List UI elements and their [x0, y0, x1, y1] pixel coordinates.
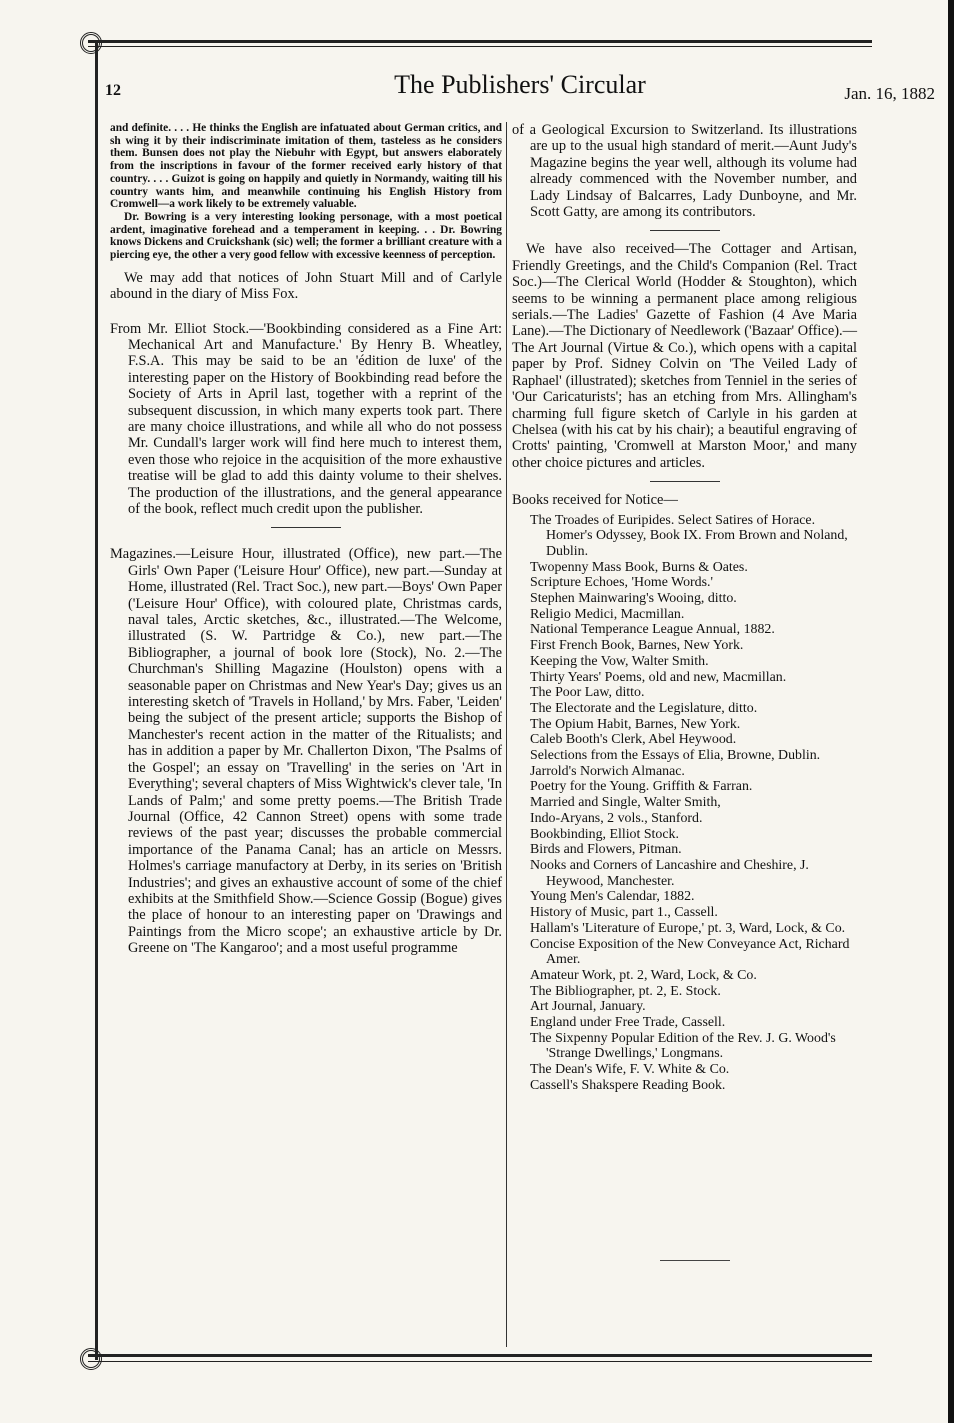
list-item: Jarrold's Norwich Almanac. [530, 763, 685, 779]
top-border-rule-inner [88, 46, 872, 47]
corner-ornament-icon [80, 32, 102, 54]
magazines-paragraph: Magazines.—Leisure Hour, illustrated (Office), new part.—The Girls' Own Paper ('Leisure Hour' Office), new part.—Sunday at Home, illustrated (Rel. Tract Soc.), new part.—Boys' Own Paper ('Leisure Hour' Office), with coloured plate, Christmas cards, naval tales, Arctic sketches, &c., illustrated.—The Welcome, illustrated (S. W. Partridge & Co.), new part.—The Bibliographer, a journal of book lore (Stock), No. 2.—The Churchman's Shilling Magazine (Houlston) opens with a seasonable paper on Christmas and New Year's Day; gives us an interesting sketch of 'Travels in Holland,' by Mrs. Faber, 'Leiden' being the subject of the present article; supports the Bishop of Manchester's recent action in the matter of the Ritualists; and has in addition a paper by Mr. Challerton Dixon, 'The Psalms of the Gospel'; an essay on 'Travelling' in the series on 'Art in Everything'; several chapters of Miss Wightwick's clever tale, 'In Lands of Palm;' and some pretty poems.—The British Trade Journal (Office, 42 Cannon Street) opens with some trade reviews of the past year; discusses the probable commercial importance of the Panama Canal; has an article on Messrs. Holmes's carriage manufactory at Derby, in its series on 'British Industries'; and gives an exhaustive account of some of the chief exhibits at the Smithfield Show.—Science Gossip (Bogue) gives the place of honour to an interesting paper on 'Drawings and Paintings from the Micro scope'; an exhaustive article by Dr. Greene on 'The Kangaroo'; and a most useful programme [110, 546, 502, 957]
list-item: Art Journal, January. [530, 999, 646, 1015]
list-item: Cassell's Shakspere Reading Book. [530, 1077, 726, 1093]
list-item: The Dean's Wife, F. V. White & Co. [530, 1062, 730, 1078]
review-paragraph: of a Geological Excursion to Switzerland. Its illustrations are up to the usual high standard of merit.—Aunt Judy's Magazine begins the year well, although its volume had already commenced with the November number, and Lady Lindsay of Balcarres, Lady Dunboyne, and Mr. Scott Gatty, are among its contributors. [512, 122, 857, 221]
top-border-rule [88, 40, 872, 43]
list-item: Indo-Aryans, 2 vols., Stanford. [530, 810, 703, 826]
column-divider [506, 122, 507, 1347]
running-header [105, 70, 935, 110]
list-item: Birds and Flowers, Pitman. [530, 842, 682, 858]
bottom-border-rule [88, 1354, 872, 1357]
list-item: Hallam's 'Literature of Europe,' pt. 3, Ward, Lock, & Co. [530, 920, 846, 936]
page-edge-shadow [948, 0, 954, 1423]
list-item: Young Men's Calendar, 1882. [530, 889, 695, 905]
books-received-list [512, 513, 857, 1094]
section-divider [650, 481, 720, 482]
books-received-heading: Books received for Notice— [512, 492, 678, 509]
quoted-diary-paragraph: Dr. Bowring is a very interesting looking personage, with a most poetical ardent, imaginative forehead and a temperament in keeping. . . Dr. Bowring knows Dickens and Cruickshank (sic) well; the former a brilliant creature with a piercing eye, the other a very good fellow with excessive keenness of perception. [110, 210, 502, 262]
list-item: Stephen Mainwaring's Wooing, ditto. [530, 591, 737, 607]
list-item: Married and Single, Walter Smith, [530, 795, 721, 811]
list-item: Bookbinding, Elliot Stock. [530, 826, 679, 842]
review-paragraph: From Mr. Elliot Stock.—'Bookbinding considered as a Fine Art: Mechanical Art and Manufacture.' By Henry B. Wheatley, F.S.A. This may be said to be an 'édition de luxe' of the interesting paper on the History of Bookbinding read before the Society of Arts in April last, together with a reprint of the subsequent discussion, in which many experts took part. There are many choice illustrations, and while all who do not possess Mr. Cundall's larger work will find here much to interest them, even those who rejoice in the acquisition of the more exhaustive treatise will be glad to add this dainty volume to their shelves. The production of the illustrations, and the general appearance of the book, reflect much credit upon the publisher. [110, 320, 502, 518]
page-title: The Publishers' Circular [394, 70, 646, 99]
list-item: First French Book, Barnes, New York. [530, 638, 744, 654]
received-paragraph: We have also received—The Cottager and Artisan, Friendly Greetings, and the Child's Companion (Rel. Tract Soc.)—The Clerical World (Hodder & Stoughton), which seems to be winning a permanent place among religious serials.—The Ladies' Gazette of Fashion (4 Ave Maria Lane).—The Dictionary of Needlework ('Bazaar' Office).—The Art Journal (Virtue & Co.), which opens with a capital paper by Prof. Sidney Colvin on 'The Veiled Lady of Raphael' (illustrated); sketches from Tenniel in the series of 'Our Caricaturists'; has an etching from Mrs. Allingham's charming full figure sketch of Carlyle in his garden at Chelsea (with his cat by his chair); a beautiful engraving of Crotts' painting, 'Cromwell at Marston Moor,' and many other choice pictures and articles. [512, 241, 857, 471]
list-item: Selections from the Essays of Elia, Browne, Dublin. [530, 748, 821, 764]
review-paragraph: We may add that notices of John Stuart Mill and of Carlyle abound in the diary of Miss Fox. [110, 269, 502, 303]
page-number: 12 [105, 82, 121, 99]
section-divider [650, 230, 720, 231]
list-item: Caleb Booth's Clerk, Abel Heywood. [530, 732, 737, 748]
list-item: National Temperance League Annual, 1882. [530, 622, 775, 638]
list-item: England under Free Trade, Cassell. [530, 1015, 726, 1031]
left-margin-rule [95, 40, 98, 1360]
list-item: Nooks and Corners of Lancashire and Cheshire, J. Heywood, Manchester. [530, 858, 809, 889]
list-item: Scripture Echoes, 'Home Words.' [530, 575, 714, 591]
list-item: Thirty Years' Poems, old and new, Macmillan. [530, 669, 787, 685]
list-item: The Electorate and the Legislature, ditto. [530, 700, 758, 716]
quoted-diary-paragraph: and definite. . . . He thinks the English are infatuated about German critics, and sh wing it by their indiscriminate imitation of them, tasteless as he considers them. Bunsen does not play the Niebuhr with Egypt, but answers elaborately from the inscriptions in favour of the former received early history of that country. . . . Guizot is going on happily and quietly in Normandy, waiting till his country wants him, and meanwhile continuing his English History from Cromwell—a work likely to be extremely valuable. [110, 122, 502, 211]
list-item: The Poor Law, ditto. [530, 685, 645, 701]
list-item: The Sixpenny Popular Edition of the Rev. J. G. Wood's 'Strange Dwellings,' Longmans. [530, 1030, 836, 1062]
list-item: The Troades of Euripides. Select Satires of Horace. Homer's Odyssey, Book IX. From Brown and Noland, Dublin. [530, 512, 848, 559]
list-item: Amateur Work, pt. 2, Ward, Lock, & Co. [530, 967, 757, 983]
section-divider [271, 527, 341, 528]
list-item: Poetry for the Young. Griffith & Farran. [530, 779, 753, 795]
left-column [110, 122, 502, 957]
end-rule [660, 1260, 730, 1261]
bottom-border-rule-inner [88, 1361, 872, 1362]
corner-ornament-icon [80, 1348, 102, 1370]
list-item: Religio Medici, Macmillan. [530, 606, 685, 622]
list-item: Twopenny Mass Book, Burns & Oates. [530, 559, 748, 575]
list-item: Keeping the Vow, Walter Smith. [530, 653, 709, 669]
list-item: Concise Exposition of the New Conveyance Act, Richard Amer. [530, 936, 850, 968]
list-item: The Bibliographer, pt. 2, E. Stock. [530, 983, 721, 999]
issue-date: Jan. 16, 1882 [844, 84, 935, 103]
right-column [512, 122, 857, 1094]
list-item: The Opium Habit, Barnes, New York. [530, 716, 741, 732]
list-item: History of Music, part 1., Cassell. [530, 905, 718, 921]
